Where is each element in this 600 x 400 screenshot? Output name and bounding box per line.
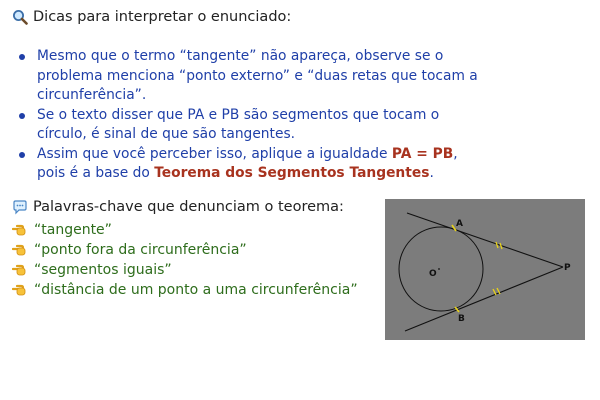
tips-heading <box>12 9 291 25</box>
label-b: B <box>458 314 465 324</box>
equality-highlight: PA = PB <box>391 145 454 162</box>
pointing-hand-icon <box>12 223 28 237</box>
tick-mark-pa-1 <box>496 242 498 248</box>
keywords-list <box>12 220 358 300</box>
center-point <box>438 268 440 270</box>
circle <box>399 227 483 311</box>
speech-bubble-icon <box>12 199 28 215</box>
magnifier-icon <box>12 9 28 25</box>
label-a: A <box>456 219 463 229</box>
theorem-name: Teorema dos Segmentos Tangentes <box>154 165 430 181</box>
tip-item-2: Se o texto disser que PA e PB são segmentos que tocam o círculo, é sinal de que são tangentes. <box>18 106 488 145</box>
keyword-item: “distância de um ponto a uma circunferência” <box>12 280 358 300</box>
tip-item-3: Assim que você perceber isso, aplique a igualdade PA = PB, pois é a base do Teorema dos Segmentos Tangentes. <box>18 145 488 184</box>
pointing-hand-icon <box>12 263 28 277</box>
keywords-title: Palavras-chave que denunciam o teorema: <box>33 199 344 215</box>
label-center: O <box>429 269 437 279</box>
keyword-item: “tangente” <box>12 220 358 240</box>
tips-list <box>18 47 488 184</box>
tangent-diagram <box>385 199 585 340</box>
keyword-item: “ponto fora da circunferência” <box>12 240 358 260</box>
pointing-hand-icon <box>12 283 28 297</box>
tip-item-1: Mesmo que o termo “tangente” não apareça, observe se o problema menciona “ponto externo” e “duas retas que tocam a circunferência”. <box>18 47 488 106</box>
pointing-hand-icon <box>12 243 28 257</box>
tangent-figure <box>385 199 585 340</box>
keyword-item: “segmentos iguais” <box>12 260 358 280</box>
tangent-line-pa <box>407 213 563 267</box>
tick-mark-pb-1 <box>493 289 496 295</box>
label-p: P <box>564 263 571 273</box>
keywords-heading <box>12 199 344 215</box>
tips-title: Dicas para interpretar o enunciado: <box>33 9 292 25</box>
